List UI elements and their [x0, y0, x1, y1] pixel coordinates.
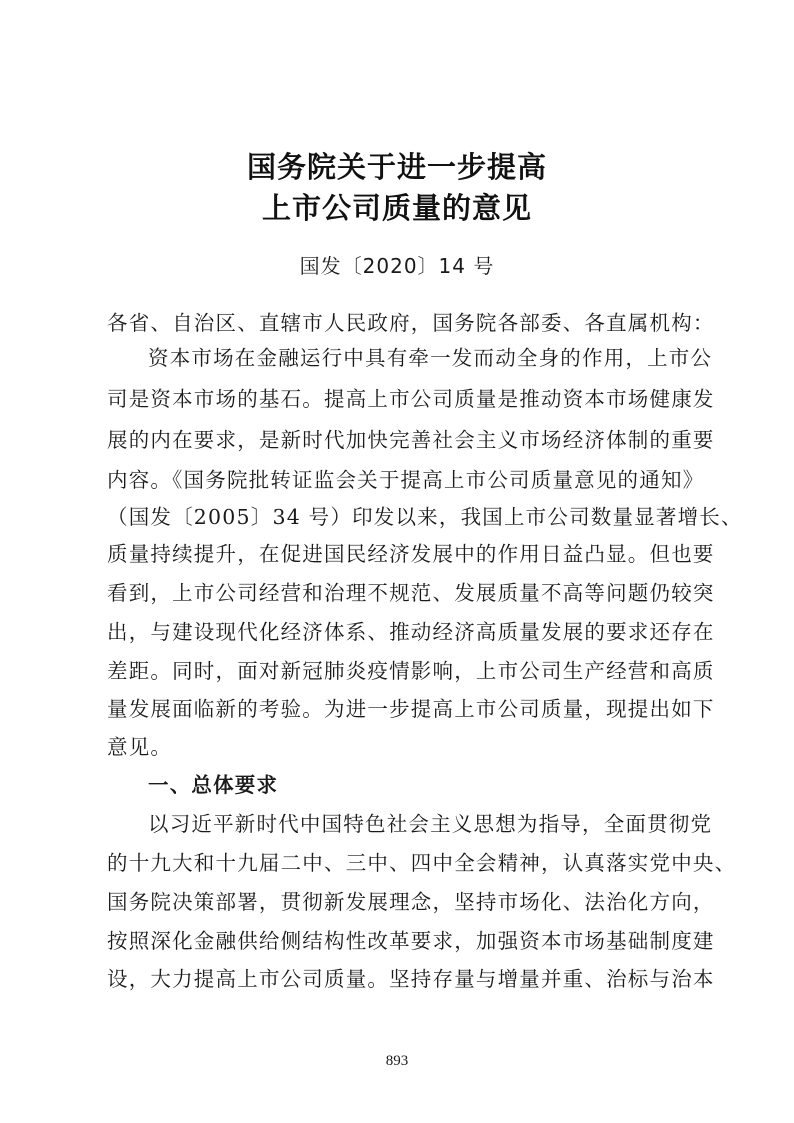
paragraph-1-line: 看到，上市公司经营和治理不规范、发展质量不高等问题仍较突: [107, 581, 715, 605]
paragraph-2-line: 以习近平新时代中国特色社会主义思想为指导，全面贯彻党: [148, 812, 713, 836]
paragraph-1-line: 内容。《国务院批转证监会关于提高上市公司质量意见的通知》: [107, 468, 705, 492]
paragraph-1-line: 展的内在要求，是新时代加快完善社会主义市场经济体制的重要: [107, 428, 715, 452]
paragraph-1-line: 质量持续提升，在促进国民经济发展中的作用日益凸显。但也要: [107, 542, 715, 566]
paragraph-1-line: 司是资本市场的基石。提高上市公司质量是推动资本市场健康发: [107, 387, 715, 411]
document-title-line-2: 上市公司质量的意见: [261, 191, 532, 225]
paragraph-2-line: 设，大力提高上市公司质量。坚持存量与增量并重、治标与治本: [107, 967, 715, 991]
paragraph-1-line: 出，与建设现代化经济体系、推动经济高质量发展的要求还存在: [107, 620, 715, 644]
paragraph-2-line: 按照深化金融供给侧结构性改革要求，加强资本市场基础制度建: [107, 929, 715, 953]
paragraph-1-line: 意见。: [107, 735, 173, 759]
paragraph-1-line: 资本市场在金融运行中具有牵一发而动全身的作用，上市公: [148, 346, 713, 370]
paragraph-2-line: 的十九大和十九届二中、三中、四中全会精神，认真落实党中央、: [107, 851, 737, 875]
document-number: 国发〔2020〕14 号: [299, 254, 495, 278]
paragraph-2-line: 国务院决策部署，贯彻新发展理念，坚持市场化、法治化方向，: [107, 890, 715, 914]
document-title-line-1: 国务院关于进一步提高: [246, 150, 547, 184]
page-number: 893: [385, 1053, 409, 1069]
paragraph-1-line: 量发展面临新的考验。为进一步提高上市公司质量，现提出如下: [107, 697, 715, 721]
section-heading: 一、总体要求: [148, 773, 279, 797]
paragraph-1-line: 差距。同时，面对新冠肺炎疫情影响，上市公司生产经营和高质: [107, 659, 715, 683]
salutation: 各省、自治区、直辖市人民政府，国务院各部委、各直属机构：: [107, 311, 715, 335]
paragraph-1-line: （国发〔2005〕34 号）印发以来，我国上市公司数量显著增长、: [107, 505, 743, 529]
